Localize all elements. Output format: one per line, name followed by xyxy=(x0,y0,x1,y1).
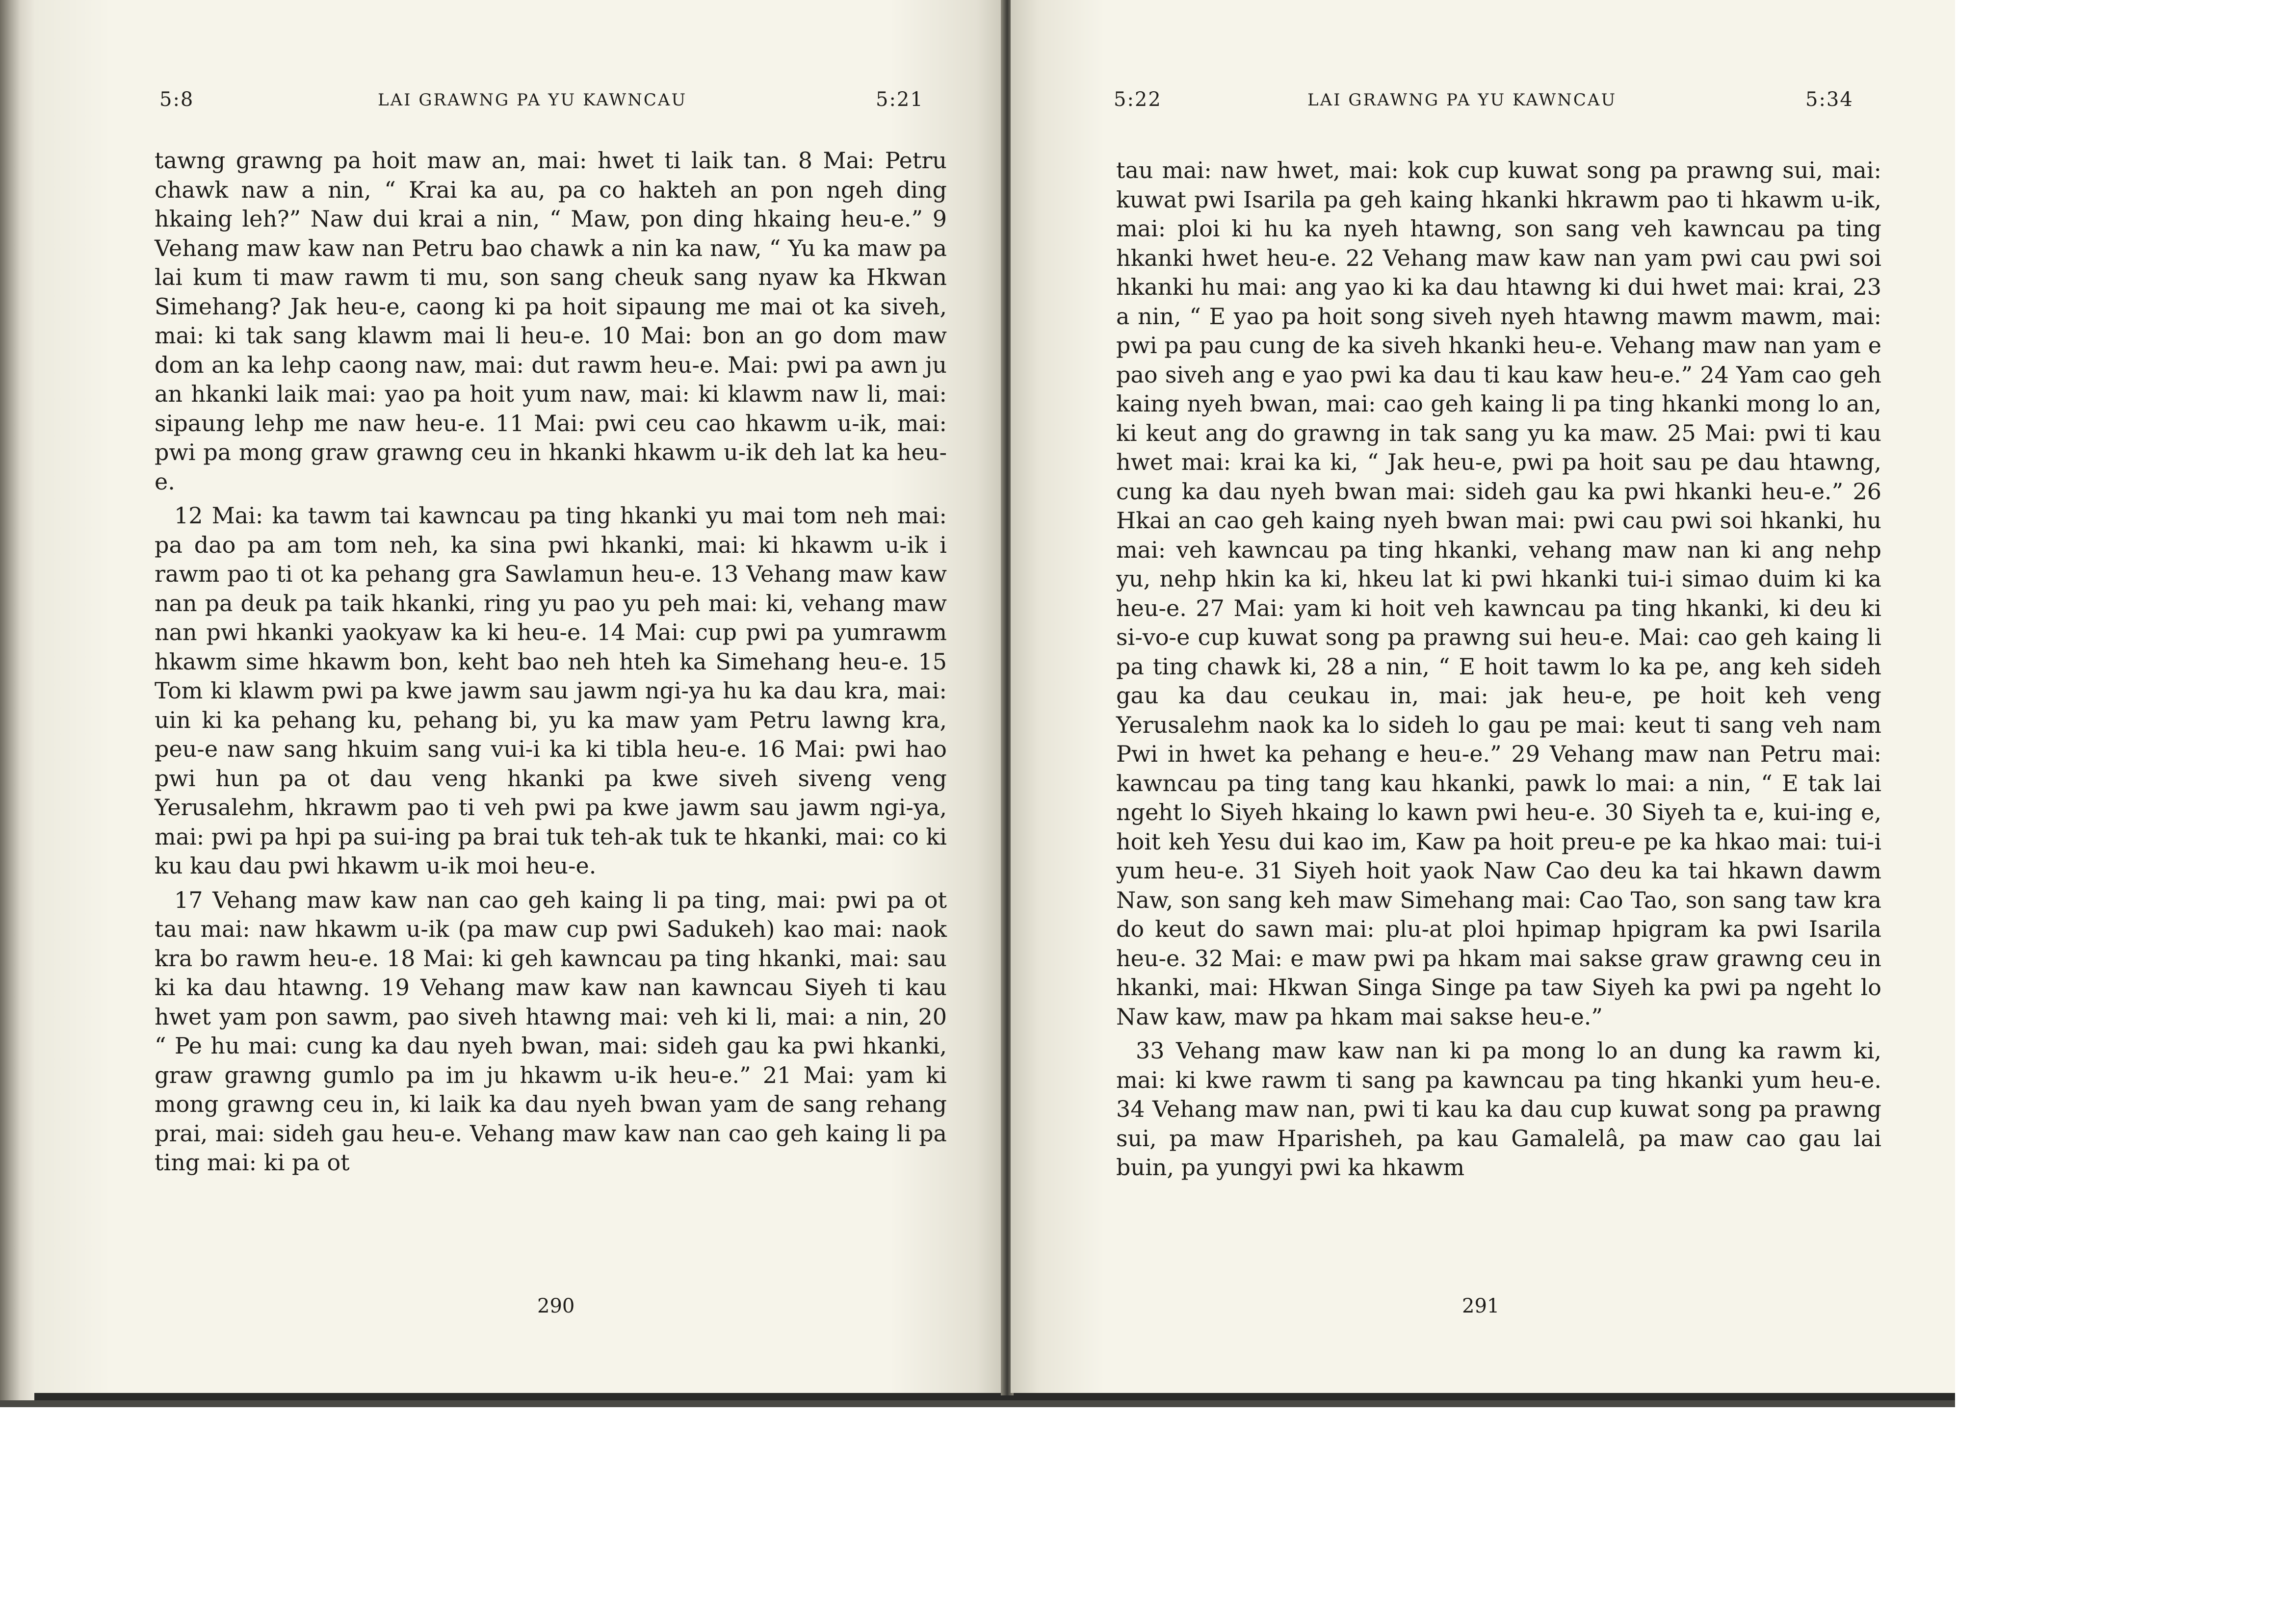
right-page-number: 291 xyxy=(1462,1295,1500,1317)
right-page xyxy=(1011,0,1955,1393)
right-page-header xyxy=(1114,88,1879,118)
right-page-body xyxy=(1116,156,1881,1183)
book-page-edges xyxy=(0,0,34,1400)
right-paragraph-1: tau mai: naw hwet, mai: kok cup kuwat song pa prawng sui, mai: kuwat pwi Isarila pa geh kaing hkanki hkrawm pao ti hkawm u-ik, mai: ploi ki hu ka nyeh htawng, son sang veh kawncau pa ting hkanki hwet heu-e. 22 Vehang maw kaw nan yam pwi cau pwi soi hkanki hu mai: ang yao ki ka dau htawng ki dui hwet mai: krai, 23 a nin, “ E yao pa hoit song siveh nyeh htawng mawm mawm, mai: pwi pa pau cung de ka siveh hkanki heu-e. Vehang maw nan yam e pao siveh ang e yao pwi ka dau ti kau kaw heu-e.” 24 Yam cao geh kaing nyeh bwan, mai: cao geh kaing li pa ting hkanki mong lo an, ki keut ang do grawng in tak sang yu ka maw. 25 Mai: pwi ti kau hwet mai: krai ka ki, “ Jak heu-e, pwi pa hoit sau pe dau htawng, cung ka dau nyeh bwan mai: sideh gau ka pwi hkanki heu-e.” 26 Hkai an cao geh kaing nyeh bwan mai: pwi cau pwi soi hkanki, hu mai: veh kawncau pa ting hkanki, vehang maw nan ki ang nehp yu, nehp hkin ka ki, hkeu lat ki pwi hkanki tui-i simao duim ki ka heu-e. 27 Mai: yam ki hoit veh kawncau pa ting hkanki, ki deu ki si-vo-e cup kuwat song pa prawng sui heu-e. Mai: cao geh kaing li pa ting chawk ki, 28 a nin, “ E hoit tawm lo ka pe, ang keh sideh gau ka dau ceukau in, mai: jak heu-e, pe hoit keh veng Yerusalehm naok ka lo sideh lo gau pe mai: keut ti sang veh nam Pwi in hwet ka pehang e heu-e.” 29 Vehang maw nan Petru mai: kawncau pa ting tang kau hkanki, pawk lo mai: a nin, “ E tak lai ngeht lo Siyeh hkaing lo kawn pwi heu-e. 30 Siyeh ta e, kui-ing e, hoit keh Yesu dui kao im, Kaw pa hoit preu-e pe ka hkao mai: tui-i yum heu-e. 31 Siyeh hoit yaok Naw Cao deu ka tai hkawn dawm Naw, son sang keh maw Simehang mai: Cao Tao, son sang taw kra do keut do sawn mai: plu-at ploi hpimap hpigram ka pwi Isarila heu-e. 32 Mai: e maw pwi pa hkam mai sakse graw grawng ceu in hkanki, mai: Hkwan Singa Singe pa taw Siyeh ka pwi pa ngeht lo Naw kaw, maw pa hkam mai sakse heu-e.” xyxy=(1116,157,1881,1030)
left-paragraph-2: 12 Mai: ka tawm tai kawncau pa ting hkanki yu mai tom neh mai: pa dao pa am tom neh, ka sina pwi hkanki, mai: ki hkawm u-ik i rawm pao ti ot ka pehang gra Sawlamun heu-e. 13 Vehang maw kaw nan pa deuk pa taik hkanki, ring yu pao yu peh mai: ki, vehang maw nan pwi hkanki yaokyaw ka ki heu-e. 14 Mai: cup pwi pa yumrawm hkawm sime hkawm bon, keht bao neh hteh ka Simehang heu-e. 15 Tom ki klawm pwi pa kwe jawm sau jawm ngi-ya hu ka dau kra, mai: uin ki ka pehang ku, pehang bi, yu ka maw yam Petru lawng kra, peu-e naw sang hkuim sang vui-i ka ki tibla heu-e. 16 Mai: pwi hao pwi hun pa ot dau veng hkanki pa kwe siveh siveng veng Yerusalehm, hkrawm pao ti veh pwi pa kwe jawm sau jawm ngi-ya, mai: pwi pa hpi pa sui-ing pa brai tuk teh-ak tuk te hkanki, mai: co ki ku kau dau pwi hkawm u-ik moi heu-e. xyxy=(155,502,947,879)
left-page xyxy=(34,0,1006,1393)
left-page-body xyxy=(155,146,947,1178)
left-header-title: LAI GRAWNG PA YU KAWNCAU xyxy=(378,90,687,110)
right-header-verse-end: 5:34 xyxy=(1805,88,1853,111)
book-bottom-edge xyxy=(0,1400,1955,1407)
left-page-header xyxy=(159,88,944,118)
left-paragraph-1: tawng grawng pa hoit maw an, mai: hwet ti laik tan. 8 Mai: Petru chawk naw a nin, “ Krai ka au, pa co hakteh an pon ngeh ding hkaing leh?” Naw dui krai a nin, “ Maw, pon ding hkaing heu-e.” 9 Vehang maw kaw nan Petru bao chawk a nin ka naw, “ Yu ka maw pa lai kum ti maw rawm ti mu, son sang cheuk sang nyaw ka Hkwan Simehang? Jak heu-e, caong ki pa hoit sipaung me mai ot ka siveh, mai: ki tak sang klawm mai li heu-e. 10 Mai: bon an go dom maw dom an ka lehp caong naw, mai: dut rawm heu-e. Mai: pwi pa awn ju an hkanki laik mai: yao pa hoit yum naw, mai: ki klawm naw li, mai: sipaung lehp me naw heu-e. 11 Mai: pwi ceu cao hkawm u-ik, mai: pwi pa mong graw grawng ceu in hkanki hkawm u-ik deh lat ka heu-e. xyxy=(155,147,947,495)
left-header-verse-end: 5:21 xyxy=(876,88,924,111)
right-header-title: LAI GRAWNG PA YU KAWNCAU xyxy=(1307,90,1617,110)
right-paragraph-2: 33 Vehang maw kaw nan ki pa mong lo an dung ka rawm ki, mai: ki kwe rawm ti sang pa kawncau pa ting hkanki yum heu-e. 34 Vehang maw nan, pwi ti kau ka dau cup kuwat song pa prawng sui, pa maw Hparisheh, pa kau Gamalelâ, pa maw cao gau lai buin, pa yungyi pwi ka hkawm xyxy=(1116,1037,1881,1181)
right-header-verse-start: 5:22 xyxy=(1114,88,1162,111)
left-page-number: 290 xyxy=(537,1295,575,1317)
left-header-verse-start: 5:8 xyxy=(159,88,194,111)
left-paragraph-3: 17 Vehang maw kaw nan cao geh kaing li pa ting, mai: pwi pa ot tau mai: naw hkawm u-ik (pa maw cup pwi Sadukeh) kao mai: naok kra bo rawm heu-e. 18 Mai: ki geh kawncau pa ting hkanki, mai: sau ki ka dau htawng. 19 Vehang maw kaw nan kawncau Siyeh ti kau hwet yam pon sawm, pao siveh htawng mai: veh ki li, mai: a nin, 20 “ Pe hu mai: cung ka dau nyeh bwan, mai: sideh gau ka pwi hkanki, graw grawng gumlo pa im ju hkawm u-ik heu-e.” 21 Mai: yam ki mong grawng ceu in, ki laik ka dau nyeh bwan yam de sang rehang prai, mai: sideh gau heu-e. Vehang maw kaw nan cao geh kaing li pa ting mai: ki pa ot xyxy=(155,886,947,1176)
